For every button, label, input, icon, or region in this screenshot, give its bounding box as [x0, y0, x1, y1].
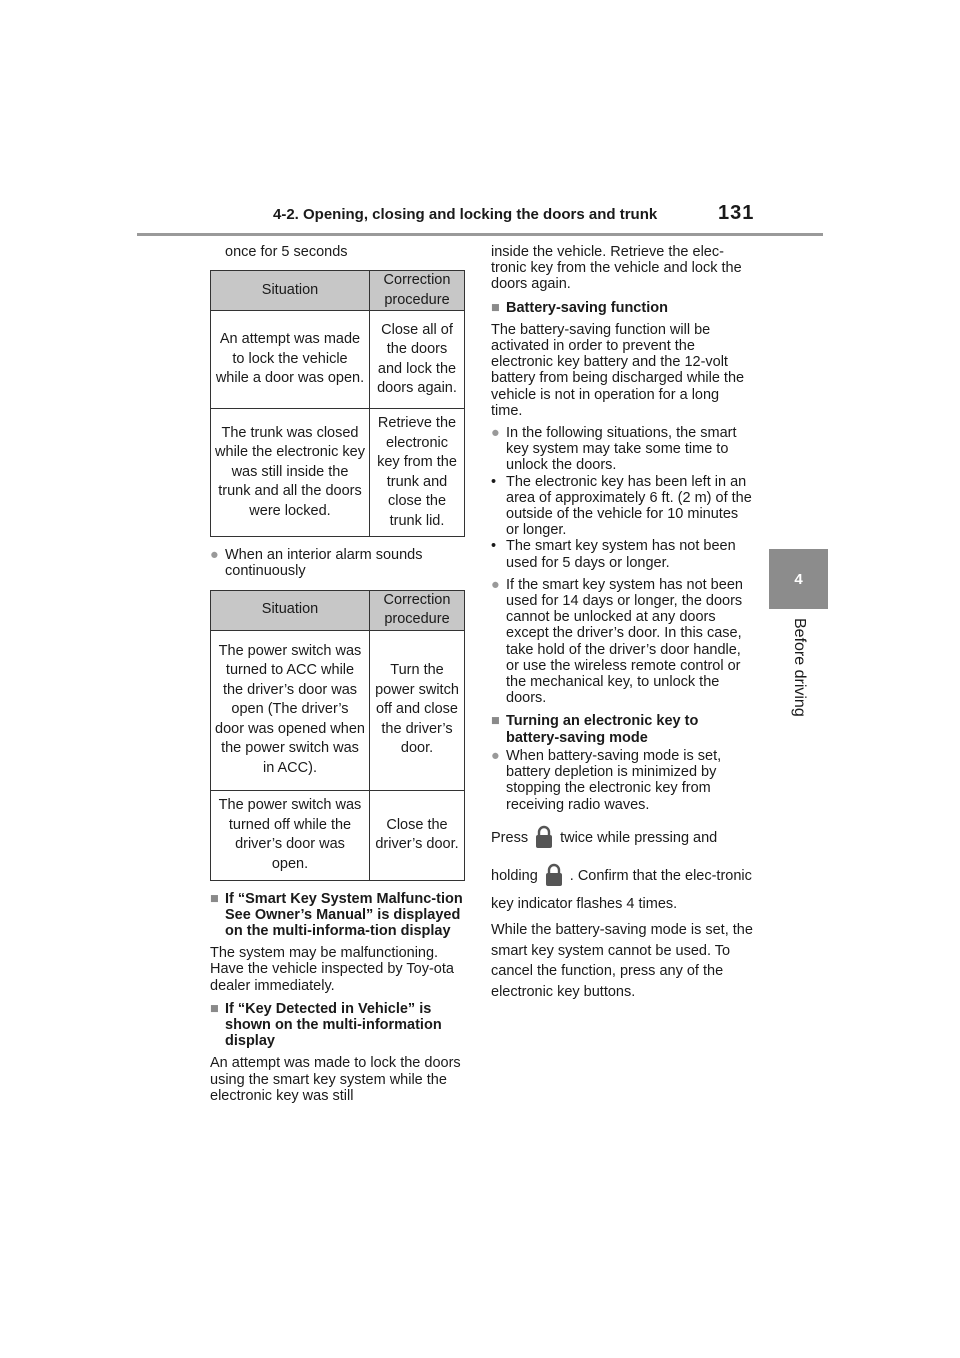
- heading-malfunction: ■ If “Smart Key System Malfunc-tion See Owner’s Manual” is displayed on the multi-informa-tion display: [210, 890, 463, 940]
- intro-line: once for 5 seconds: [225, 244, 348, 260]
- table-cell-correction: Close all of the doors and lock the doors again.: [370, 311, 465, 409]
- bullet-mode-set: ● When battery-saving mode is set, battery depletion is minimized by stopping the electronic key from receiving radio waves.: [491, 747, 722, 813]
- chapter-tab: 4: [769, 549, 828, 609]
- heading-square-icon: ■: [491, 713, 500, 730]
- heading-key-detected: ■ If “Key Detected in Vehicle” is shown on the multi-information display: [210, 1000, 442, 1050]
- section-title: 4-2. Opening, closing and locking the doors and trunk: [273, 206, 658, 223]
- alarm-table-1: [210, 270, 465, 537]
- table-header-row: [211, 271, 465, 311]
- table-header-correction: Correction procedure: [370, 271, 465, 311]
- table-header-situation: Situation: [211, 590, 370, 630]
- bullet-following-situations: ● In the following situations, the smart key system may take some time to unlock the doors.: [491, 425, 737, 474]
- table-cell-situation: An attempt was made to lock the vehicle while a door was open.: [211, 311, 370, 409]
- lock-icon: [534, 825, 554, 856]
- chapter-label: Before driving: [791, 618, 808, 717]
- press-instruction: Press twice while pressing and holding . Confirm that the elec-tronic key indicator flashes 4 times.: [491, 825, 753, 915]
- sub-item-1: • The electronic key has been left in an area of approximately 6 ft. (2 m) of the outside of the vehicle for 10 minutes or longer.: [491, 473, 752, 539]
- right-column: [491, 244, 753, 1002]
- para-battery-saving: The battery-saving function will be activated in order to prevent the electronic key battery and the 12-volt battery from being discharged while the vehicle is not in operation for a long time.: [491, 321, 745, 419]
- para-cancel: While the battery-saving mode is set, the smart key system cannot be used. To cancel the function, press any of the electronic key buttons.: [491, 922, 753, 1000]
- bullet-circle-icon: ●: [491, 747, 500, 764]
- heading-square-icon: ■: [491, 299, 500, 316]
- heading-square-icon: ■: [210, 1000, 219, 1017]
- table-header-correction: Correction procedure: [370, 590, 465, 630]
- lock-icon: [544, 863, 564, 894]
- table-cell-situation: The trunk was closed while the electronic key was still inside the trunk and all the doors were locked.: [211, 409, 370, 537]
- table-cell-correction: Turn the power switch off and close the driver’s door.: [370, 630, 465, 790]
- header-rule: [137, 233, 823, 236]
- sub-item-2: • The smart key system has not been used for 5 days or longer.: [491, 538, 736, 571]
- para-key-detected-start: An attempt was made to lock the doors using the smart key system while the electronic key was still: [210, 1055, 461, 1104]
- table-header-row: [211, 590, 465, 630]
- table-cell-situation: The power switch was turned to ACC while the driver’s door was open (The driver’s door was opened when the power switch was in ACC).: [211, 630, 370, 790]
- left-column: [210, 244, 468, 1104]
- table-header-situation: Situation: [211, 271, 370, 311]
- page-number: 131: [718, 202, 755, 224]
- dash-marker: •: [491, 473, 497, 490]
- heading-battery-saving: ■ Battery-saving function: [491, 299, 668, 316]
- para-key-detected-end: inside the vehicle. Retrieve the elec-tronic key from the vehicle and lock the doors again.: [491, 244, 742, 293]
- bullet-circle-icon: ●: [491, 425, 500, 442]
- table-cell-correction: Close the driver’s door.: [370, 790, 465, 880]
- alarm-table-2: [210, 590, 465, 881]
- table-cell-situation: The power switch was turned off while the driver’s door was open.: [211, 790, 370, 880]
- bullet-14-days: ● If the smart key system has not been used for 14 days or longer, the doors cannot be unlocked at any doors except the driver’s door. In this case, take hold of the driver’s door handle, or use the wireless remote control or the mechanical key, to unlock the doors.: [491, 576, 743, 707]
- table-cell-correction: Retrieve the electronic key from the trunk and close the trunk lid.: [370, 409, 465, 537]
- dash-marker: •: [491, 538, 497, 555]
- bullet-circle-icon: ●: [491, 576, 500, 593]
- bullet-circle-icon: ●: [210, 547, 219, 564]
- heading-square-icon: ■: [210, 890, 219, 907]
- heading-turning-battery-saving: ■ Turning an electronic key to battery-saving mode: [491, 713, 699, 746]
- bullet-interior-alarm: ● When an interior alarm sounds continuously: [210, 547, 423, 580]
- table-row: [211, 311, 465, 409]
- table-row: [211, 630, 465, 790]
- para-malfunction: The system may be malfunctioning. Have the vehicle inspected by Toy-ota dealer immediately.: [210, 945, 454, 994]
- table-row: [211, 409, 465, 537]
- table-row: [211, 790, 465, 880]
